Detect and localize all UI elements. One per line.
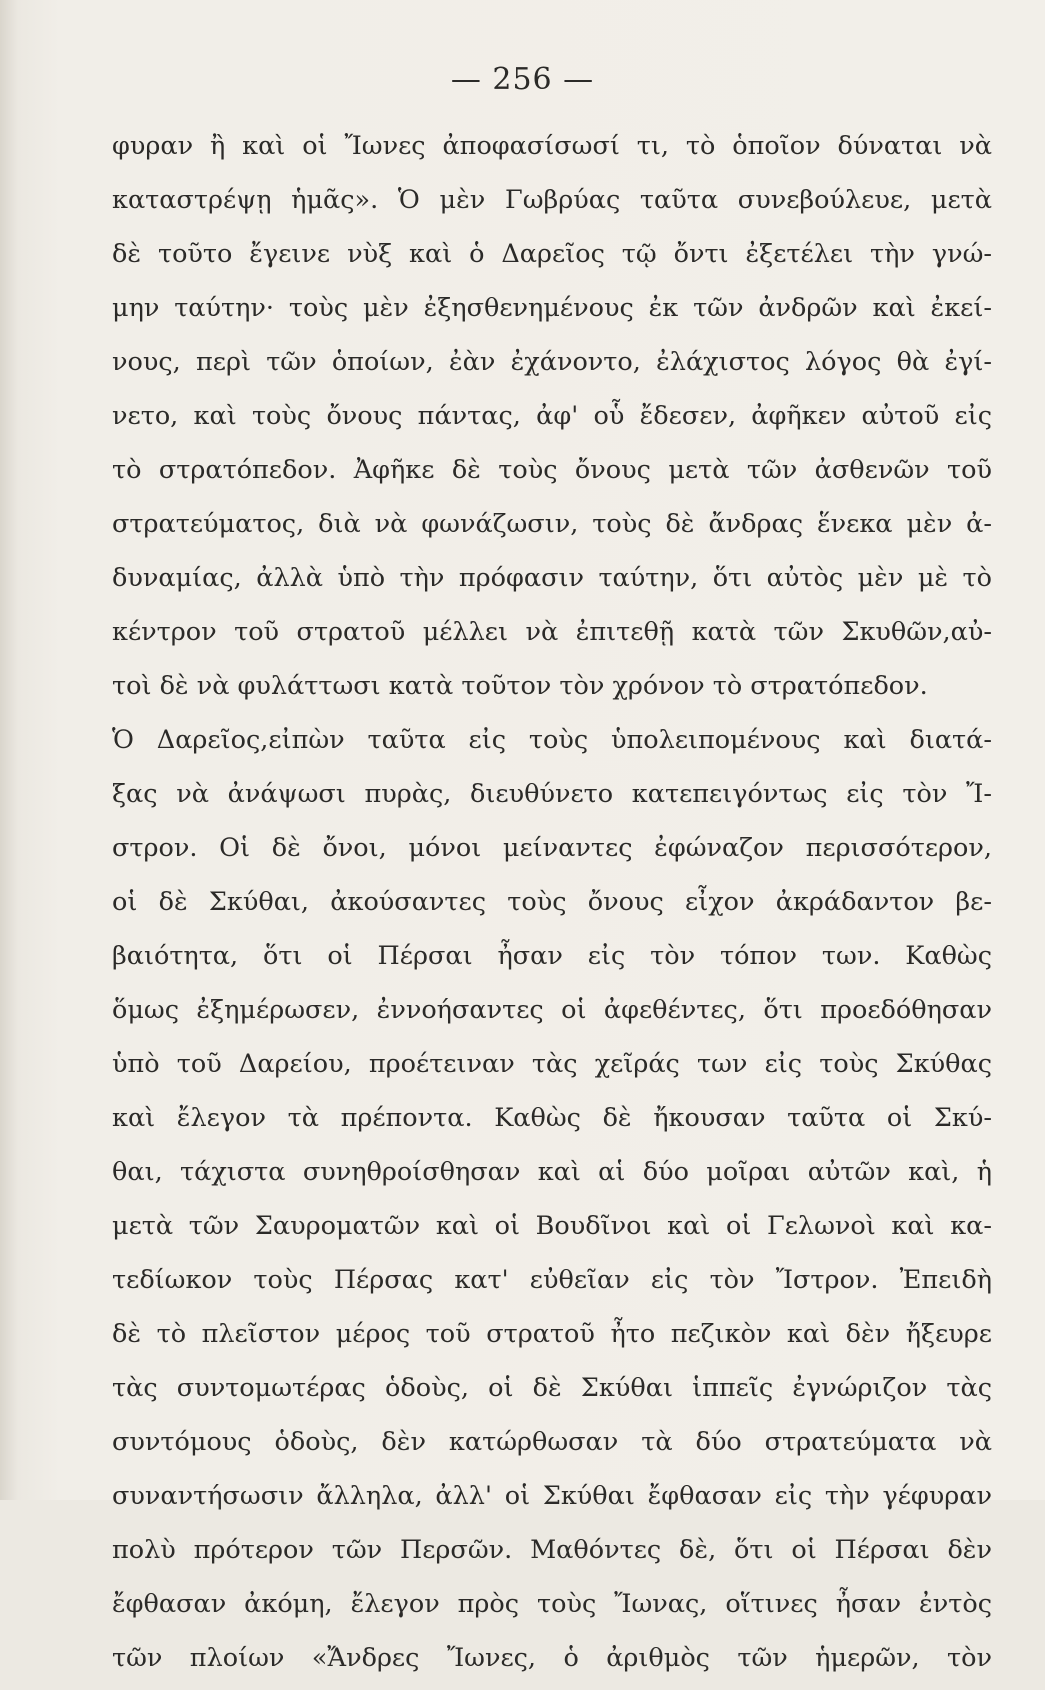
- text-line: στρον. Οἱ δὲ ὄνοι, μόνοι μείναντες ἐφώναζον περισσότερον,: [112, 833, 992, 863]
- text-line: δυναμίας, ἀλλὰ ὑπὸ τὴν πρόφασιν ταύτην, ὅτι αὐτὸς μὲν μὲ τὸ: [112, 563, 992, 593]
- text-line: τὰς συντομωτέρας ὁδοὺς, οἱ δὲ Σκύθαι ἱππεῖς ἐγνώριζον τὰς: [112, 1373, 992, 1403]
- text-line: στρατεύματος, διὰ νὰ φωνάζωσιν, τοὺς δὲ ἄνδρας ἕνεκα μὲν ἀ-: [112, 509, 992, 539]
- text-line: τῶν πλοίων «Ἄνδρες Ἴωνες, ὁ ἀριθμὸς τῶν ἡμερῶν, τὸν: [112, 1643, 992, 1673]
- text-line: κέντρον τοῦ στρατοῦ μέλλει νὰ ἐπιτεθῇ κατὰ τῶν Σκυθῶν,αὐ-: [112, 617, 992, 647]
- text-line: καὶ ἔλεγον τὰ πρέποντα. Καθὼς δὲ ἤκουσαν ταῦτα οἱ Σκύ-: [112, 1103, 992, 1133]
- text-line: συντόμους ὁδοὺς, δὲν κατώρθωσαν τὰ δύο στρατεύματα νὰ: [112, 1427, 992, 1457]
- text-line: φυραν ἢ καὶ οἱ Ἴωνες ἀποφασίσωσί τι, τὸ ὁποῖον δύναται νὰ: [112, 131, 992, 161]
- text-line: νετο, καὶ τοὺς ὄνους πάντας, ἀφ' οὗ ἔδεσεν, ἀφῆκεν αὐτοῦ εἰς: [112, 401, 992, 431]
- text-line: καταστρέψῃ ἡμᾶς». Ὁ μὲν Γωβρύας ταῦτα συνεβούλευε, μετὰ: [112, 185, 992, 215]
- text-line: τεδίωκον τοὺς Πέρσας κατ' εὐθεῖαν εἰς τὸν Ἴστρον. Ἐπειδὴ: [112, 1265, 992, 1295]
- text-line: τοὶ δὲ νὰ φυλάττωσι κατὰ τοῦτον τὸν χρόνον τὸ στρατόπεδον.: [112, 671, 928, 701]
- page-number: — 256 —: [450, 62, 595, 97]
- text-line: ξας νὰ ἀνάψωσι πυρὰς, διευθύνετο κατεπειγόντως εἰς τὸν Ἴ-: [112, 779, 992, 809]
- text-line: μην ταύτην· τοὺς μὲν ἐξησθενημένους ἐκ τῶν ἀνδρῶν καὶ ἐκεί-: [112, 293, 992, 323]
- text-line: δὲ τοῦτο ἔγεινε νὺξ καὶ ὁ Δαρεῖος τῷ ὄντι ἐξετέλει τὴν γνώ-: [112, 239, 992, 269]
- text-line: δὲ τὸ πλεῖστον μέρος τοῦ στρατοῦ ἦτο πεζικὸν καὶ δὲν ἤξευρε: [112, 1319, 992, 1349]
- body-text: [112, 124, 992, 1690]
- text-line: οἱ δὲ Σκύθαι, ἀκούσαντες τοὺς ὄνους εἶχον ἀκράδαντον βε-: [112, 887, 992, 917]
- text-line: Ὁ Δαρεῖος,εἰπὼν ταῦτα εἰς τοὺς ὑπολειπομένους καὶ διατά-: [112, 725, 992, 755]
- text-line: μετὰ τῶν Σαυροματῶν καὶ οἱ Βουδῖνοι καὶ οἱ Γελωνοὶ καὶ κα-: [112, 1211, 992, 1241]
- text-line: τὸ στρατόπεδον. Ἀφῆκε δὲ τοὺς ὄνους μετὰ τῶν ἀσθενῶν τοῦ: [112, 455, 992, 485]
- text-line: ἔφθασαν ἀκόμη, ἔλεγον πρὸς τοὺς Ἴωνας, οἵτινες ἦσαν ἐντὸς: [112, 1589, 992, 1619]
- text-line: πολὺ πρότερον τῶν Περσῶν. Μαθόντες δὲ, ὅτι οἱ Πέρσαι δὲν: [112, 1535, 992, 1565]
- text-line: ὅμως ἐξημέρωσεν, ἐννοήσαντες οἱ ἀφεθέντες, ὅτι προεδόθησαν: [112, 995, 992, 1025]
- text-line: συναντήσωσιν ἄλληλα, ἀλλ' οἱ Σκύθαι ἔφθασαν εἰς τὴν γέφυραν: [112, 1481, 992, 1511]
- text-line: ὑπὸ τοῦ Δαρείου, προέτειναν τὰς χεῖράς των εἰς τοὺς Σκύθας: [112, 1049, 992, 1079]
- text-line: νους, περὶ τῶν ὁποίων, ἐὰν ἐχάνοντο, ἐλάχιστος λόγος θὰ ἐγί-: [112, 347, 992, 377]
- text-line: θαι, τάχιστα συνηθροίσθησαν καὶ αἱ δύο μοῖραι αὐτῶν καὶ, ἡ: [112, 1157, 992, 1187]
- text-line: βαιότητα, ὅτι οἱ Πέρσαι ἦσαν εἰς τὸν τόπον των. Καθὼς: [112, 941, 992, 971]
